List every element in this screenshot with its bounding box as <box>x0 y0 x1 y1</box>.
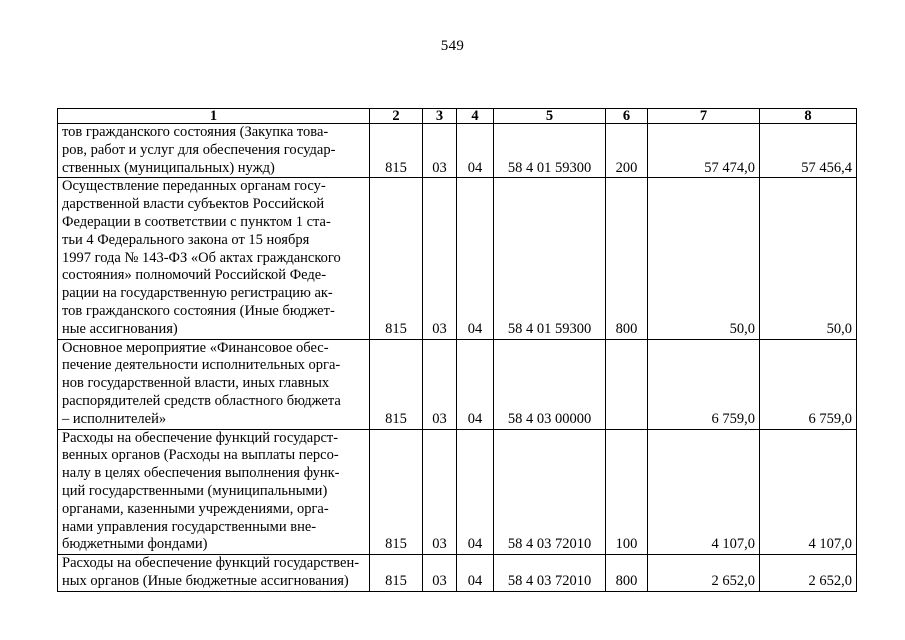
amount-planned: 57 474,0 <box>648 124 760 178</box>
expense-type-code: 100 <box>606 429 648 555</box>
description-line: дарственной власти субъектов Российской <box>62 196 325 213</box>
amount-executed: 2 652,0 <box>760 555 857 592</box>
description-line: Основное мероприятие «Финансовое обес- <box>62 339 329 356</box>
description-line: Федерации в соответствии с пунктом 1 ста- <box>62 213 331 230</box>
description-line: распорядителей средств областного бюджета <box>62 392 341 409</box>
row-description <box>58 555 370 592</box>
description-line: тов гражданского состояния (Закупка това- <box>62 124 329 140</box>
description-line: органами, казенными учреждениями, орга- <box>62 500 329 517</box>
amount-planned: 4 107,0 <box>648 429 760 555</box>
subsection-code: 04 <box>457 429 494 555</box>
description-line: состояния» полномочий Российской Феде- <box>62 267 327 284</box>
budget-table <box>57 108 857 592</box>
header-col-3: 3 <box>423 109 457 124</box>
header-row <box>58 109 857 124</box>
table-row <box>58 429 857 555</box>
description-line: рации на государственную регистрацию ак- <box>62 285 333 302</box>
row-description <box>58 429 370 555</box>
description-line: – исполнителей» <box>62 410 167 427</box>
description-line: ций государственными (муниципальными) <box>62 482 328 499</box>
subsection-code: 04 <box>457 339 494 429</box>
description-line: Расходы на обеспечение функций государст- <box>62 429 339 446</box>
description-line: печение деятельности исполнительных орга- <box>62 357 341 374</box>
expense-type-code: 800 <box>606 178 648 339</box>
section-code: 03 <box>423 178 457 339</box>
expense-type-code: 800 <box>606 555 648 592</box>
description-line: ственных (муниципальных) нужд) <box>62 159 275 176</box>
amount-executed: 4 107,0 <box>760 429 857 555</box>
description-line: ров, работ и услуг для обеспечения государ- <box>62 141 336 158</box>
amount-planned: 2 652,0 <box>648 555 760 592</box>
target-item-code: 58 4 01 59300 <box>494 124 606 178</box>
description-line: нов государственной власти, иных главных <box>62 375 330 392</box>
description-line: бюджетными фондами) <box>62 536 208 553</box>
amount-executed: 57 456,4 <box>760 124 857 178</box>
ministry-code: 815 <box>370 124 423 178</box>
description-line: нами управления государственными вне- <box>62 518 317 535</box>
expense-type-code: 200 <box>606 124 648 178</box>
description-line: ных органов (Иные бюджетные ассигнования) <box>62 572 349 589</box>
description-line: налу в целях обеспечения выполнения функ- <box>62 465 340 482</box>
ministry-code: 815 <box>370 555 423 592</box>
table-row <box>58 339 857 429</box>
row-description <box>58 339 370 429</box>
row-description <box>58 124 370 178</box>
amount-planned: 6 759,0 <box>648 339 760 429</box>
ministry-code: 815 <box>370 339 423 429</box>
subsection-code: 04 <box>457 555 494 592</box>
description-line: 1997 года № 143-ФЗ «Об актах гражданского <box>62 249 341 266</box>
row-description <box>58 178 370 339</box>
ministry-code: 815 <box>370 429 423 555</box>
header-col-5: 5 <box>494 109 606 124</box>
section-code: 03 <box>423 555 457 592</box>
expense-type-code <box>606 339 648 429</box>
table-row <box>58 124 857 178</box>
description-line: тьи 4 Федерального закона от 15 ноября <box>62 231 310 248</box>
page-number: 549 <box>440 38 465 54</box>
header-col-1: 1 <box>58 109 370 124</box>
subsection-code: 04 <box>457 178 494 339</box>
description-line: венных органов (Расходы на выплаты персо- <box>62 447 339 464</box>
ministry-code: 815 <box>370 178 423 339</box>
target-item-code: 58 4 03 00000 <box>494 339 606 429</box>
description-line: Расходы на обеспечение функций государствен- <box>62 555 360 572</box>
target-item-code: 58 4 01 59300 <box>494 178 606 339</box>
table-row <box>58 555 857 592</box>
table-row <box>58 178 857 339</box>
header-col-6: 6 <box>606 109 648 124</box>
section-code: 03 <box>423 429 457 555</box>
subsection-code: 04 <box>457 124 494 178</box>
target-item-code: 58 4 03 72010 <box>494 555 606 592</box>
description-line: Осуществление переданных органам госу- <box>62 178 326 195</box>
table-body <box>58 124 857 592</box>
header-col-2: 2 <box>370 109 423 124</box>
section-code: 03 <box>423 339 457 429</box>
description-line: тов гражданского состояния (Иные бюджет- <box>62 302 335 319</box>
target-item-code: 58 4 03 72010 <box>494 429 606 555</box>
section-code: 03 <box>423 124 457 178</box>
amount-planned: 50,0 <box>648 178 760 339</box>
header-col-7: 7 <box>648 109 760 124</box>
header-col-8: 8 <box>760 109 857 124</box>
amount-executed: 6 759,0 <box>760 339 857 429</box>
header-col-4: 4 <box>457 109 494 124</box>
amount-executed: 50,0 <box>760 178 857 339</box>
description-line: ные ассигнования) <box>62 320 178 337</box>
